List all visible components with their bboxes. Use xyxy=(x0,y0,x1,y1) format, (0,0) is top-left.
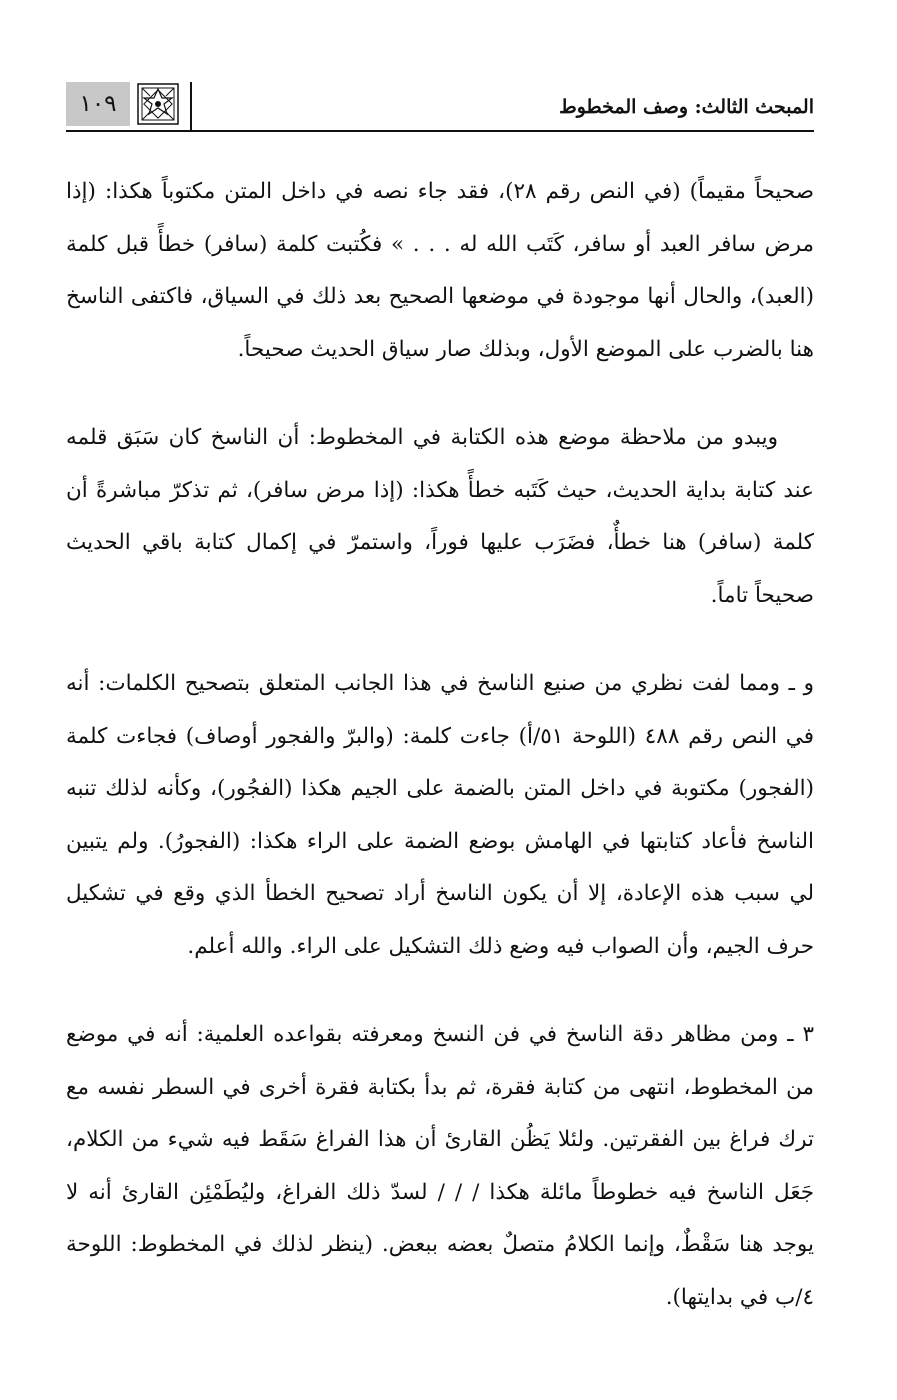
header-divider xyxy=(190,82,192,132)
geometric-star-ornament-icon xyxy=(136,82,180,126)
page-number: ١٠٩ xyxy=(66,82,130,126)
paragraph-2: ويبدو من ملاحظة موضع هذه الكتابة في المخطوط: أن الناسخ كان سَبَق قلمه عند كتابة بداية الحديث، حيث كَتَبه خطأً هكذا: (إذا مرض سافر)، ثم تذكرّ مباشرةً أن كلمة (سافر) هنا خطأٌ، فضَرَب عليها فوراً، واستمرّ في إكمال كتابة باقي الحديث صحيحاً تاماً. xyxy=(66,425,814,608)
paragraph-3: و ـ ومما لفت نظري من صنيع الناسخ في هذا الجانب المتعلق بتصحيح الكلمات: أنه في النص رقم ٤٨٨ (اللوحة ٥١/أ) جاءت كلمة: (والبرّ والفجور أوصاف) فجاءت كلمة (الفجور) مكتوبة في داخل المتن بالضمة على الجيم هكذا (الفجُور)، وكأنه لذلك تنبه الناسخ فأعاد كتابتها في الهامش بوضع الضمة على الراء هكذا: (الفجورُ). ولم يتبين لي سبب هذه الإعادة، إلا أن يكون الناسخ أراد تصحيح الخطأ الذي وقع في تشكيل حرف الجيم، وأن الصواب فيه وضع ذلك التشكيل على الراء. والله أعلم. xyxy=(66,671,814,959)
header-rule xyxy=(66,130,814,132)
paragraph-1: صحيحاً مقيماً) (في النص رقم ٢٨)، فقد جاء نصه في داخل المتن مكتوباً هكذا: (إذا مرض سافر العبد أو سافر، كَتَب الله له . . . » فكُتبت كلمة (سافر) خطأً قبل كلمة (العبد)، والحال أنها موجودة في موضعها الصحيح بعد ذلك في السياق، فاكتفى الناسخ هنا بالضرب على الموضع الأول، وبذلك صار سياق الحديث صحيحاً. xyxy=(66,179,814,362)
page-header xyxy=(66,82,814,132)
paragraph-4: ٣ ـ ومن مظاهر دقة الناسخ في فن النسخ ومعرفته بقواعده العلمية: أنه في موضع من المخطوط، انتهى من كتابة فقرة، ثم بدأ بكتابة فقرة أخرى في السطر نفسه مع ترك فراغ بين الفقرتين. ولئلا يَظُن القارئ أن هذا الفراغ سَقَط فيه شيء من الكلام، جَعَل الناسخ فيه خطوطاً مائلة هكذا / / / لسدّ ذلك الفراغ، وليُطَمْئِن القارئ أنه لا يوجد هنا سَقْطٌ، وإنما الكلامُ متصلٌ بعضه ببعض. (ينظر لذلك في المخطوط: اللوحة ٤/ب في بدايتها). xyxy=(66,1022,814,1310)
running-head: المبحث الثالث: وصف المخطوط xyxy=(559,96,814,118)
page-body xyxy=(66,166,814,1324)
